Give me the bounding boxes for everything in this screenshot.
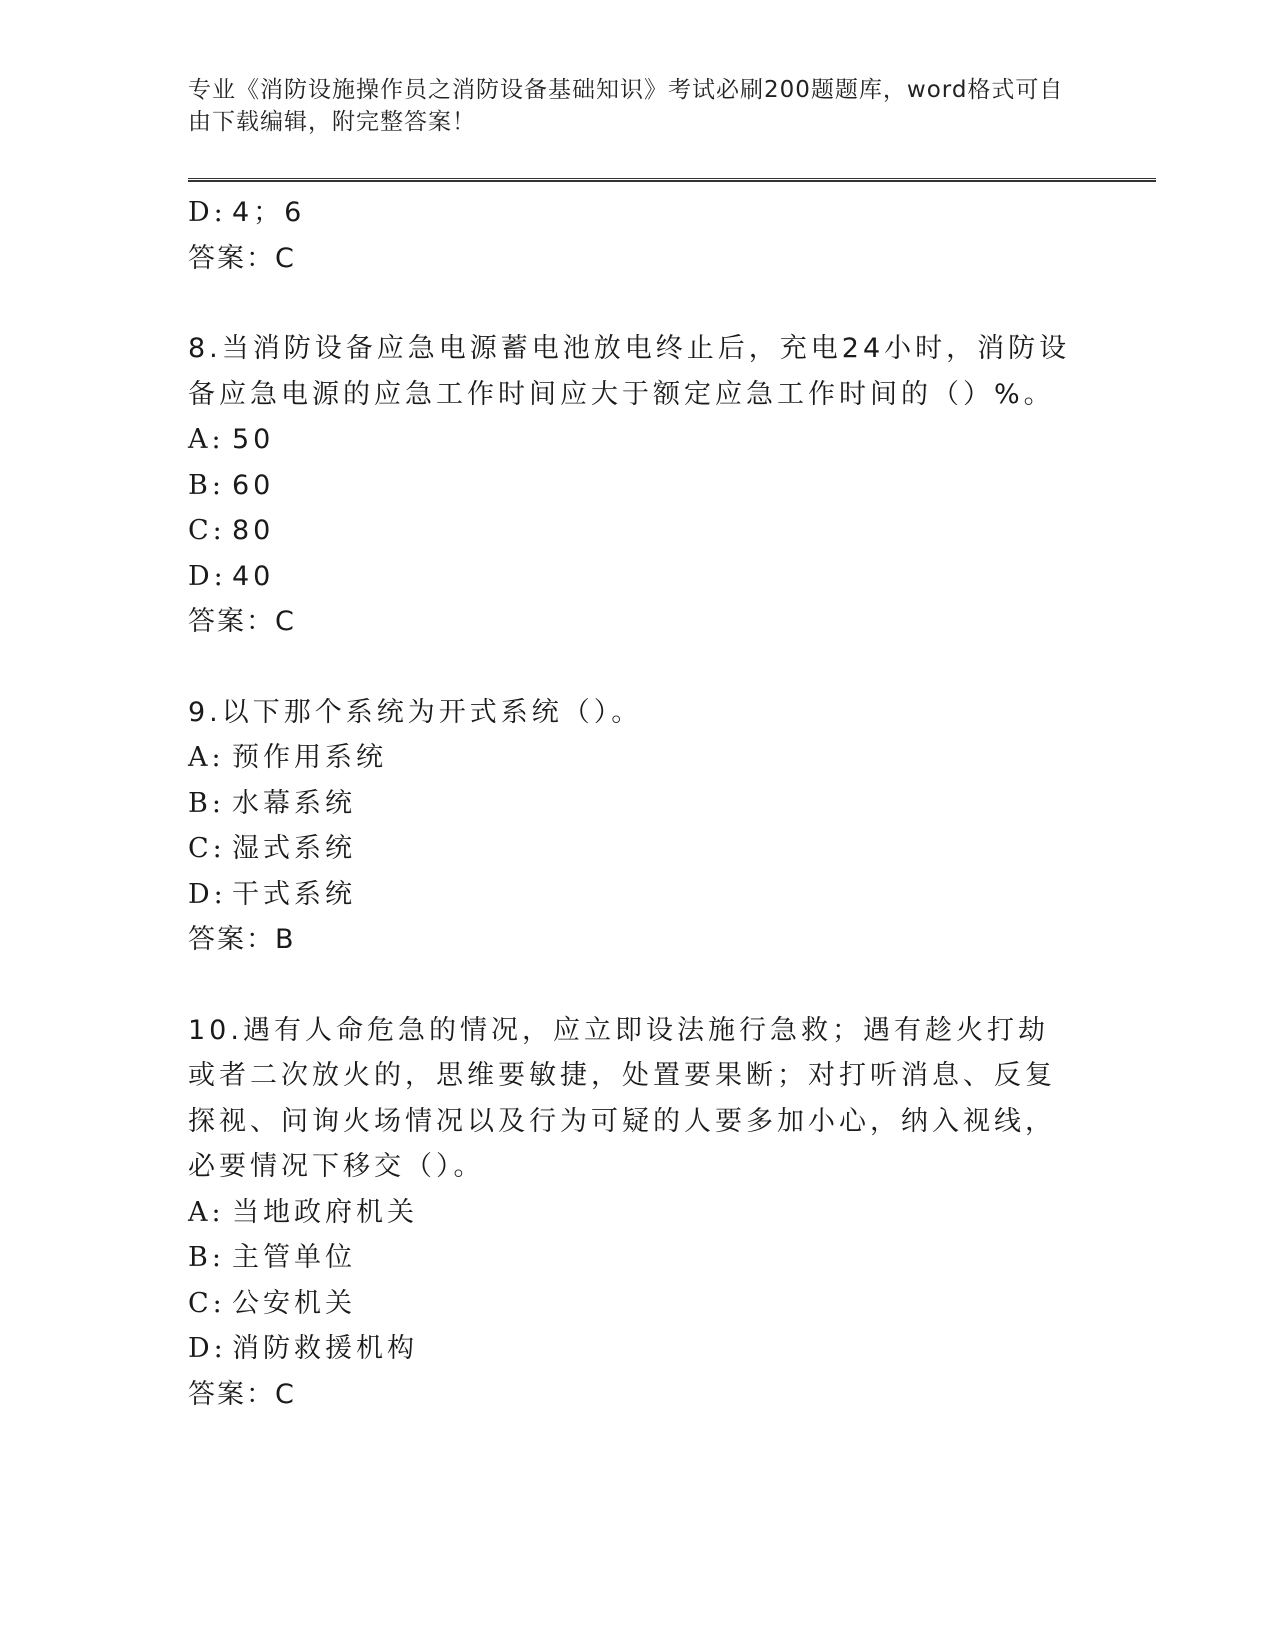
option-text: 4；6 — [232, 197, 306, 228]
option-c — [188, 826, 1088, 872]
carryover-option-d — [188, 190, 1088, 236]
option-text: 40 — [232, 560, 275, 592]
option-key: D: — [188, 197, 227, 228]
option-key: D: — [188, 560, 227, 592]
option-key: A: — [188, 742, 225, 773]
answer: 答案：C — [188, 1378, 296, 1410]
answer: 答案：C — [188, 606, 296, 637]
option-text: 水幕系统 — [232, 787, 356, 819]
option-a — [188, 1190, 1088, 1236]
header-divider — [188, 178, 1156, 182]
option-d — [188, 872, 1088, 918]
option-text: 60 — [232, 469, 275, 501]
option-text: 干式系统 — [232, 878, 356, 910]
option-key: C: — [188, 1287, 226, 1319]
option-key: B: — [188, 1242, 225, 1273]
option-a — [188, 417, 1088, 463]
option-key: A: — [188, 424, 225, 455]
option-text: 湿式系统 — [232, 833, 356, 864]
option-key: C: — [188, 833, 226, 864]
option-b — [188, 463, 1088, 509]
option-b — [188, 781, 1088, 827]
option-b — [188, 1235, 1088, 1281]
option-text: 预作用系统 — [232, 742, 387, 773]
option-key: D: — [188, 878, 227, 910]
page-header: 专业《消防设施操作员之消防设备基础知识》考试必刷200题题库，word格式可自由下载编辑，附完整答案！ — [188, 77, 1064, 135]
option-text: 消防救援机构 — [232, 1333, 418, 1364]
option-text: 50 — [232, 424, 275, 455]
option-d — [188, 1326, 1088, 1372]
option-key: D: — [188, 1333, 227, 1364]
option-text: 公安机关 — [232, 1287, 356, 1319]
option-text: 80 — [232, 515, 275, 546]
question-10 — [188, 1008, 1088, 1418]
option-key: B: — [188, 469, 225, 501]
question-8 — [188, 326, 1088, 645]
option-c — [188, 1281, 1088, 1327]
question-stem: 10.遇有人命危急的情况，应立即设法施行急救；遇有趁火打劫或者二次放火的，思维要敏捷，处置要果断；对打听消息、反复探视、问询火场情况以及行为可疑的人要多加小心，纳入视线，必要情况下移交（）。 — [188, 1014, 1056, 1182]
option-text: 主管单位 — [232, 1242, 356, 1273]
answer: 答案：B — [188, 924, 296, 955]
document-body — [188, 190, 1088, 1417]
option-c — [188, 508, 1088, 554]
option-text: 当地政府机关 — [232, 1196, 418, 1228]
option-a — [188, 735, 1088, 781]
option-d — [188, 554, 1088, 600]
question-9 — [188, 690, 1088, 963]
carryover-answer: 答案：C — [188, 242, 296, 274]
question-stem: 8.当消防设备应急电源蓄电池放电终止后，充电24小时，消防设备应急电源的应急工作时间应大于额定应急工作时间的（）%。 — [188, 333, 1071, 410]
question-stem: 9.以下那个系统为开式系统（）。 — [188, 696, 643, 728]
option-key: B: — [188, 787, 225, 819]
option-key: A: — [188, 1196, 225, 1228]
option-key: C: — [188, 515, 226, 546]
